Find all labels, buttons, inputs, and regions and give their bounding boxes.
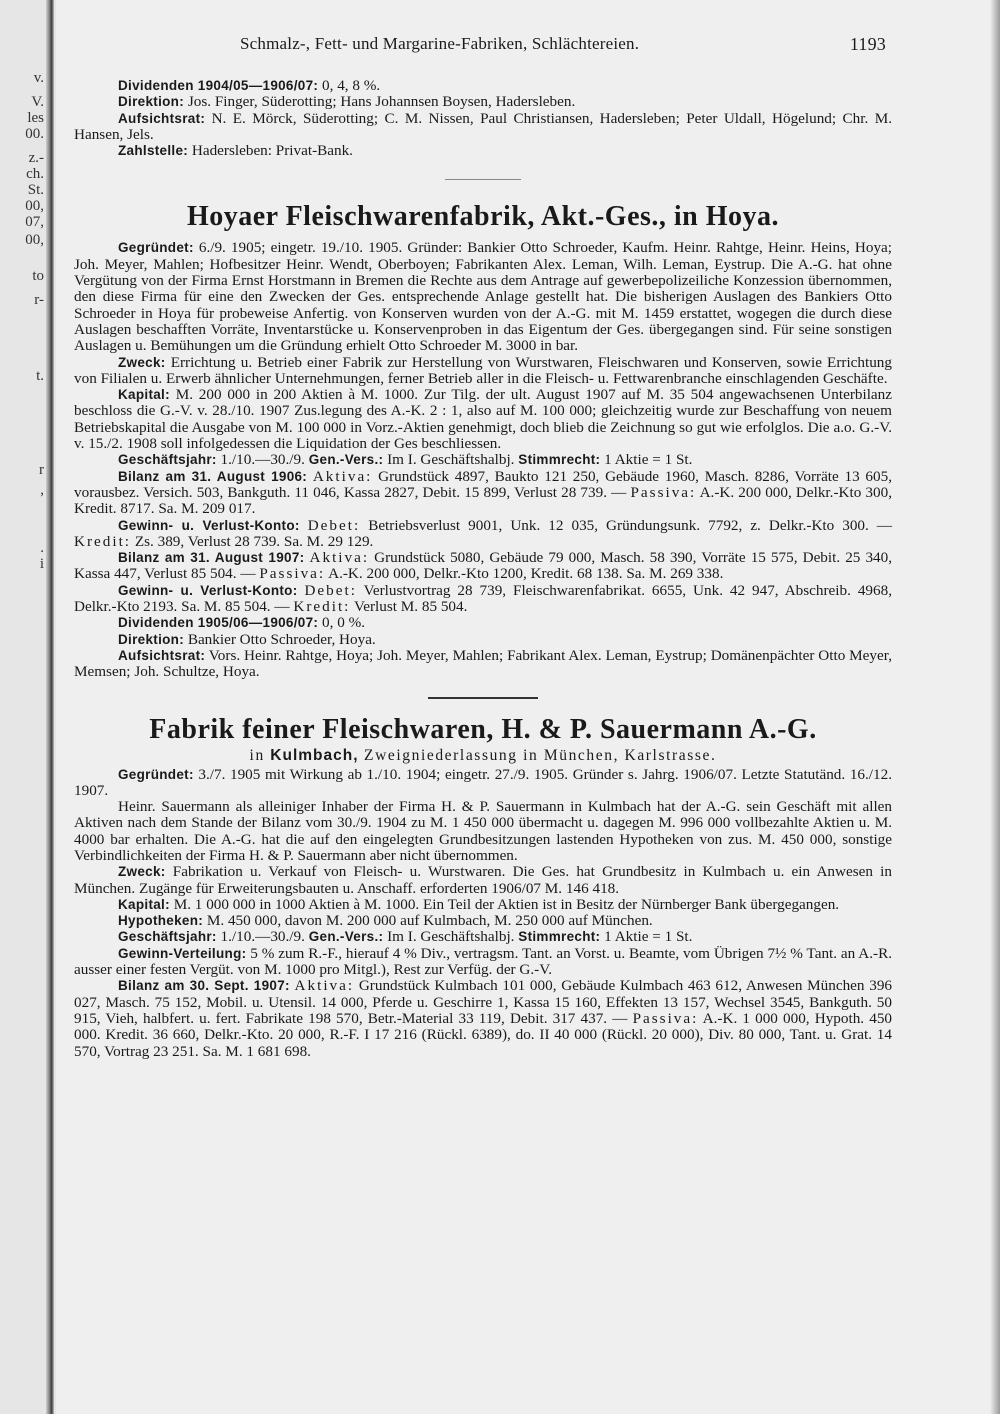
entry-direktion [74, 632, 892, 648]
company-place: Kulmbach, [270, 746, 359, 764]
field-label: Gewinn- u. Verlust-Konto: [118, 517, 300, 533]
field-label: Direktion: [118, 94, 185, 110]
margin-fragment: t. [36, 368, 44, 384]
field-label: Bilanz am 31. August 1906: [118, 468, 308, 484]
margin-fragment: r [39, 462, 44, 478]
scan-gutter-shadow [46, 0, 54, 1414]
margin-fragment: i [39, 556, 44, 572]
field-label: Stimmrecht: [518, 452, 601, 468]
field-label: Zweck: [118, 354, 166, 370]
entry-kapital [74, 387, 892, 452]
margin-fragment: St. [27, 182, 44, 198]
field-text: 5 % zum R.-F., hierauf 4 % Div., vertragsm. Tant. an Vorst. u. Beamte, vom Übrigen 7½ % Tant. an A.-R. ausser einer festen Vergüt. von M. 1000 pro Mitgl.), Rest zur Verfüg. der G.-V. [74, 944, 893, 979]
margin-fragment: V. [31, 94, 44, 110]
margin-fragment: 00. [25, 126, 44, 142]
field-text: Bankier Otto Schroeder, Hoya. [187, 630, 376, 648]
entry-zweck [74, 864, 892, 897]
field-text: M. 450 000, davon M. 200 000 auf Kulmbach, M. 250 000 auf München. [206, 912, 653, 930]
field-text: 0, 0 %. [322, 614, 366, 632]
kredit-label: Kredit: [74, 532, 132, 550]
field-label: Dividenden 1904/05—1906/07: [118, 78, 319, 93]
entry-dividenden [74, 78, 892, 94]
field-text: Fabrikation u. Verkauf von Fleisch- u. Wurstwaren. Die Ges. hat Grundbesitz in Kulmbach u. ein Anwesen in München. Zugänge für Erweiterungsbauten u. Anschaff. erforderten 1906/07 M. 146 418. [74, 863, 892, 897]
section-divider [445, 179, 521, 180]
field-text: Verlustvortrag 28 739, Fleischwarenfabrikat. 6655, Unk. 42 947, Abschreib. 4968, Delkr.-Kto 2193. Sa. M. 85 504. — [74, 581, 893, 616]
entry-bilanz-1907 [74, 550, 892, 583]
entry-aufsichtsrat [74, 648, 892, 681]
aktiva-label: Aktiva: [312, 467, 373, 485]
company-title: Hoyaer Fleischwarenfabrik, Akt.-Ges., in Hoya. [186, 201, 780, 233]
section-divider [428, 697, 538, 699]
field-label: Zahlstelle: [118, 143, 189, 159]
field-text: Grundstück 5080, Gebäude 79 000, Masch. 58 390, Vorräte 15 575, Debit. 25 340, Kassa 447, Verlust 85 504. — [74, 549, 893, 583]
entry-hypotheken [74, 913, 892, 929]
field-text: N. E. Mörck, Süderotting; C. M. Nissen, Paul Christiansen, Hadersleben; Peter Uldall, Högelund; Chr. M. Hansen, Jels. [74, 109, 892, 143]
entry-gewinn-verteilung [74, 946, 892, 979]
field-text: M. 200 000 in 200 Aktien à M. 1000. Zur Tilg. der ult. August 1907 auf M. 35 504 angewachsenen Unterbilanz beschloss die G.-V. v. 28./10. 1907 Zus.legung des A.-K. 2 : 1, also auf M. 100 000; gleichzeitig wurde zur Beschaffung von neuem Betriebskapital die Ausgabe von M. 100 000 in Vorz.-Aktien genehmigt, doch blieb die Zeichnung so gut wie erfolglos. Die a.o. G.-V. v. 15./2. 1908 soll infolgedessen die Liquidation der Ges beschliessen. [74, 386, 892, 453]
company-entry-hoya [74, 200, 892, 680]
field-text: Jos. Finger, Süderotting; Hans Johannsen Boysen, Hadersleben. [187, 93, 576, 111]
entry-guv-1906 [74, 518, 892, 551]
field-label: Dividenden 1905/06—1906/07: [118, 615, 319, 631]
field-label: Gegründet: [118, 240, 194, 256]
margin-fragment: 00, [25, 232, 44, 248]
field-text: A.-K. 200 000, Delkr.-Kto 1200, Kredit. 68 138. Sa. M. 269 338. [328, 565, 724, 583]
entry-zweck [74, 355, 892, 388]
debet-label: Debet: [304, 581, 357, 599]
entry-history: Heinr. Sauermann als alleiniger Inhaber der Firma H. & P. Sauermann in Kulmbach hat der A.-G. sein Geschäft mit allen Aktiven nach dem Stande der Bilanz vom 30./9. 1904 zu M. 1 450 000 übermacht u. dagegen M. 996 000 vollbezahlte Aktien u. M. 4000 bar erhalten. Die A.-G. hat die auf den eingelegten Grundbesitzungen lastenden Hypotheken von zus. M. 450 000, sonstige Verbindlichkeiten der Firma H. & P. Sauermann aber nicht übernommen. [74, 798, 892, 864]
field-text: Zs. 389, Verlust 28 739. Sa. M. 29 129. [134, 532, 374, 550]
field-text: 1 Aktie = 1 St. [604, 928, 693, 946]
scan-right-edge [990, 0, 1000, 1414]
passiva-label: Passiva: [259, 565, 326, 583]
margin-fragment: 00, [25, 198, 44, 214]
field-label: Geschäftsjahr: [118, 452, 217, 468]
margin-fragment: . [40, 540, 44, 556]
margin-fragment: z.- [28, 150, 44, 166]
margin-fragment: r- [34, 292, 44, 308]
field-text: Verlust M. 85 504. [353, 598, 468, 616]
field-text: Errichtung u. Betrieb einer Fabrik zur Herstellung von Wurstwaren, Fleischwaren und Konserven, sowie Errichtung von Filialen u. Erwerb ähnlicher Unternehmungen, ferner Betrieb aller in die Fleisch- u. Fettwarenbranche einschlagenden Geschäfte. [74, 353, 892, 387]
entry-bilanz-1907 [74, 978, 892, 1059]
passiva-label: Passiva: [632, 1009, 699, 1027]
entry-geschaeftsjahr [74, 929, 892, 945]
field-text: 1./10.—30./9. [220, 451, 305, 469]
field-label: Bilanz am 31. August 1907: [118, 550, 305, 566]
field-label: Gen.-Vers.: [308, 452, 384, 468]
margin-fragment: v. [33, 70, 44, 86]
entry-guv-1907 [74, 583, 892, 616]
entry-dividenden [74, 615, 892, 631]
margin-fragment: les [27, 110, 44, 126]
field-text: Vors. Heinr. Rahtge, Hoya; Joh. Meyer, Mahlen; Fabrikant Alex. Leman, Eystrup; Domänenpächter Otto Meyer, Memsen; Joh. Schultze, Hoya. [74, 646, 892, 681]
company-title: Fabrik feiner Fleischwaren, H. & P. Sauermann A.-G. [149, 713, 817, 745]
field-label: Kapital: [118, 896, 170, 912]
field-text: Betriebsverlust 9001, Unk. 12 035, Gründungsunk. 7792, z. Delkr.-Kto 300. — [368, 516, 893, 534]
previous-entry-tail [74, 78, 892, 159]
margin-fragment: to [32, 268, 44, 284]
field-label: Gen.-Vers.: [308, 929, 384, 945]
entry-gegruendet [74, 240, 892, 354]
margin-fragment: 07, [25, 214, 44, 230]
field-text: Grundstück 4897, Baukto 121 250, Gebäude 1960, Masch. 8286, Vorräte 13 605, vorausbez. Versich. 503, Bankguth. 11 046, Kassa 2827, Debit. 15 899, Verlust 28 739. — [74, 467, 892, 501]
field-label: Aufsichtsrat: [118, 110, 206, 126]
aktiva-label: Aktiva: [309, 549, 370, 567]
entry-aufsichtsrat [74, 111, 892, 144]
entry-bilanz-1906 [74, 469, 892, 518]
page-number: 1193 [849, 34, 886, 54]
field-text: A.-K. 200 000, Delkr.-Kto 300, Kredit. 8717. Sa. M. 209 017. [74, 483, 892, 518]
field-text: 0, 4, 8 %. [322, 77, 381, 94]
field-label: Hypotheken: [118, 913, 204, 929]
margin-fragment: , [40, 482, 44, 498]
passiva-label: Passiva: [630, 483, 697, 501]
field-label: Kapital: [118, 387, 170, 403]
field-text: Grundstück Kulmbach 101 000, Gebäude Kulmbach 463 612, Anwesen München 396 027, Masch. 75 152, Mobil. u. Utensil. 14 000, Pferde u. Geschirre 1, Kassa 15 160, Effekten 13 157, Wechsel 3545, Bankguth. 50 915, Vieh, halbfert. u. fert. Fabrikate 198 570, Betr.-Material 33 119, Debit. 317 437. — [74, 977, 893, 1027]
field-text: 6./9. 1905; eingetr. 19./10. 1905. Gründer: Bankier Otto Schroeder, Kaufm. Heinr. Rahtge, Heinr. Heins, Hoya; Joh. Meyer, Mahlen; Hofbesitzer Heinr. Wendt, Oberboyen; Fabrikanten Alex. Leman, Wilh. Leman, Eystrup. Die A.-G. hat ohne Vergütung von der Firma Ernst Horstmann in Bremen die Rechte aus dem Antrage auf gewerbepolizeiliche Konzession übernommen, den diese Firma für eine den Zwecken der Ges. entsprechende Anlage gestellt hat. Die bisherigen Auslagen des Bankiers Otto Schroeder in Hoya für probeweise Anfertig. von Konserven wurden von der A.-G. mit M. 1459 erstattet, wogegen die durch diese Auslagen beschafften Vorräte, Inventarstücke u. Konservenproben in das Eigentum der Ges. übergegangen sind. Für seine sonstigen Auslagen u. Bemühungen um die Gründung erhielt Otto Schroeder M. 3000 in bar. [74, 239, 892, 355]
aktiva-label: Aktiva: [294, 977, 355, 995]
field-label: Zweck: [118, 864, 166, 880]
entry-zahlstelle [74, 143, 892, 159]
field-text: Hadersleben: Privat-Bank. [191, 142, 353, 160]
kredit-label: Kredit: [293, 598, 351, 616]
field-text: Im I. Geschäftshalbj. [387, 928, 515, 946]
field-label: Bilanz am 30. Sept. 1907: [118, 978, 290, 994]
margin-fragment: ch. [26, 166, 44, 182]
field-text: 3./7. 1905 mit Wirkung ab 1./10. 1904; eingetr. 27./9. 1905. Gründer s. Jahrg. 1906/07. Letzte Statutänd. 16./12. 1907. [74, 765, 893, 799]
running-header [74, 26, 892, 58]
field-text: M. 1 000 000 in 1000 Aktien à M. 1000. Ein Teil der Aktien ist in Besitz der Nürnberger Bank übergegangen. [173, 895, 840, 913]
entry-gegruendet [74, 767, 892, 800]
in-word: in [249, 746, 265, 764]
field-label: Stimmrecht: [518, 929, 601, 945]
field-text: Im I. Geschäftshalbj. [387, 451, 515, 469]
field-text: 1./10.—30./9. [220, 928, 305, 946]
running-header-title: Schmalz-, Fett- und Margarine-Fabriken, Schlächtereien. [240, 34, 640, 53]
field-text: A.-K. 1 000 000, Hypoth. 450 000. Kredit. 36 660, Delkr.-Kto. 20 000, R.-F. I 17 216 (Rückl. 6389), do. II 40 000 (Rückl. 20 000), Div. 80 000, Tant. u. Grat. 14 570, Vortrag 23 251. Sa. M. 1 681 698. [74, 1009, 893, 1060]
field-text: 1 Aktie = 1 St. [604, 451, 693, 469]
company-branch: Zweigniederlassung in München, Karlstrasse. [364, 746, 717, 764]
field-label: Aufsichtsrat: [118, 647, 206, 663]
field-label: Direktion: [118, 631, 185, 647]
field-label: Gewinn-Verteilung: [118, 945, 247, 961]
company-location [74, 747, 892, 765]
page [74, 26, 892, 1060]
entry-kapital [74, 897, 892, 913]
debet-label: Debet: [307, 516, 361, 534]
company-entry-sauermann [74, 713, 892, 1060]
field-label: Gewinn- u. Verlust-Konto: [118, 582, 298, 598]
field-label: Geschäftsjahr: [118, 929, 217, 945]
field-label: Gegründet: [118, 766, 194, 782]
entry-direktion [74, 94, 892, 110]
entry-geschaeftsjahr [74, 452, 892, 468]
